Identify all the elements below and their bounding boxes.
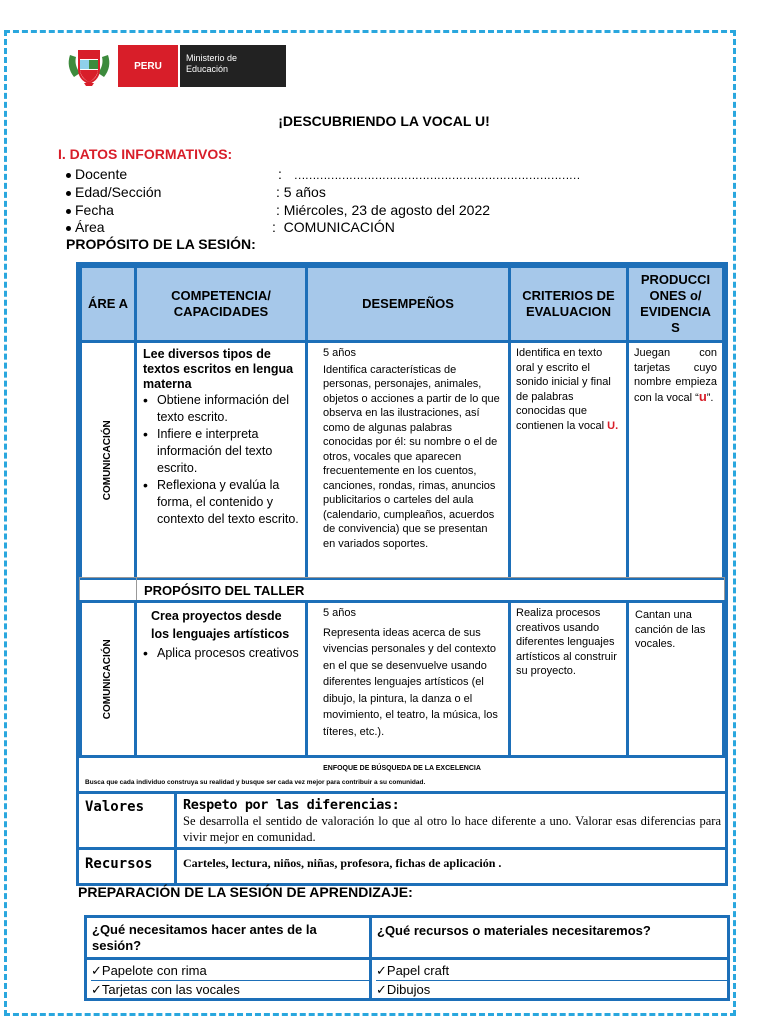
row1-criterio-text: Identifica en texto oral y escrito el sonido inicial y final de palabras conocidas que contienen la vocal U. — [516, 347, 619, 432]
header-criterios: CRITERIOS DE EVALUACION — [508, 265, 629, 343]
row2-edad: 5 años — [323, 607, 357, 619]
enfoque-text: Busca que cada individuo construya su realidad y busque ser cada vez mejor para contribuir a su comunidad. — [85, 779, 426, 786]
checkmark-icon: ✓ — [91, 963, 102, 978]
row1-edad: 5 años — [323, 347, 357, 359]
valores-content-cell — [177, 794, 725, 850]
coat-of-arms-icon — [60, 42, 118, 90]
ministerio-label: Ministerio de Educación — [178, 45, 286, 87]
row1-produccion-text: Juegan con tarjetas cuyo nombre empieza con la vocal “u”. — [634, 347, 717, 404]
row2-criterio-text: Realiza procesos creativos usando diferentes lenguajes artísticos al construir su proyecto. — [516, 607, 617, 677]
prep-col1-item: ✓Papelote con rima — [91, 963, 207, 978]
row2-area-cell — [79, 600, 137, 758]
row1-criterio-cell — [508, 340, 629, 580]
valores-label-cell — [79, 794, 177, 850]
row1-competencia-title: Lee diversos tipos de textos escritos en lengua materna — [143, 347, 294, 391]
datos-heading: I. DATOS INFORMATIVOS: — [58, 146, 233, 162]
prep-col2-item: ✓Dibujos — [376, 980, 727, 999]
header-producciones: PRODUCCI ONES o/ EVIDENCIA S — [626, 265, 725, 343]
bullet-icon — [66, 191, 71, 196]
row2-competencia-title: Crea proyectos desde los lenguajes artísticos — [151, 609, 290, 641]
header-competencia: COMPETENCIA/ CAPACIDADES — [134, 265, 308, 343]
taller-area-cell — [79, 577, 137, 601]
prep-col2-header: ¿Qué recursos o materiales necesitaremos? — [372, 918, 727, 960]
preparacion-table — [84, 915, 730, 1001]
recursos-content-cell — [177, 850, 725, 883]
proposito-taller-label: PROPÓSITO DEL TALLER — [144, 583, 305, 598]
header-area: ÁRE A — [79, 265, 137, 343]
row1-capacidad: • Infiere e interpreta información del texto escrito. — [143, 426, 273, 475]
prep-col1-header: ¿Qué necesitamos hacer antes de la sesión? — [87, 918, 372, 960]
valores-label: Valores — [85, 799, 145, 815]
row1-area-cell — [79, 340, 137, 580]
valores-text: Se desarrolla el sentido de valoración lo que al otro lo hace diferente a uno. Valorar esas diferencias para vivir mejor en comunidad. — [183, 814, 721, 844]
row2-criterio-cell — [508, 600, 629, 758]
prep-col2-item: ✓Papel craft — [376, 963, 450, 978]
row1-desempeno-text: Identifica características de personas, personajes, animales, objetos o acciones a partir de lo que observa en las ilustraciones, así como de algunas palabras conocidas por él: su nombre o el de otros, vocales que aparecen frecuentemente en los cuentos, canciones, rondas, rimas, anuncios publicitarios o carteles del aula (calendario, cumpleaños, acuerdos de convivencia) que se presentan en variados soportes. — [323, 363, 500, 550]
row1-capacidad: • Reflexiona y evalúa la forma, el contenido y contexto del texto escrito. — [143, 477, 299, 526]
header-desempenos: DESEMPEÑOS — [305, 265, 511, 343]
row2-desempeno-text: Representa ideas acerca de sus vivencias personales y del contexto en el que se desenvuelve usando diferentes lenguajes artísticos (el dibujo, la pintura, la danza o el movimiento, el teatro, la música, los títeres, etc.). — [323, 626, 498, 738]
prep-col1-items — [87, 960, 372, 998]
recursos-label-cell — [79, 850, 177, 883]
session-table — [76, 262, 728, 886]
bullet-icon — [66, 226, 71, 231]
recursos-label: Recursos — [85, 856, 153, 872]
valores-title: Respeto por las diferencias: — [183, 797, 400, 813]
row2-area-label: COMUNICACIÓN — [101, 639, 113, 719]
proposito-sesion-label: PROPÓSITO DE LA SESIÓN: — [66, 236, 256, 252]
checkmark-icon: ✓ — [376, 982, 387, 997]
row2-competencia-cell — [134, 600, 308, 758]
enfoque-cell — [79, 758, 725, 794]
row2-produccion-cell — [626, 600, 725, 758]
checkmark-icon: ✓ — [376, 963, 387, 978]
row1-produccion-cell — [626, 340, 725, 580]
row1-competencia-cell — [134, 340, 308, 580]
bullet-icon — [66, 173, 71, 178]
row2-desempeno-cell — [305, 600, 511, 758]
prep-col2-items — [372, 960, 727, 998]
prep-col1-item: ✓Tarjetas con las vocales — [91, 980, 369, 999]
row2-capacidad: • Aplica procesos creativos — [143, 645, 299, 661]
row1-area-label: COMUNICACIÓN — [101, 420, 113, 500]
ministry-logo — [60, 42, 300, 90]
checkmark-icon: ✓ — [91, 982, 102, 997]
row1-desempeno-cell — [305, 340, 511, 580]
bullet-icon — [66, 209, 71, 214]
row2-produccion-text: Cantan una canción de las vocales. — [635, 609, 706, 650]
preparacion-heading: PREPARACIÓN DE LA SESIÓN DE APRENDIZAJE: — [78, 884, 413, 900]
row1-capacidad: • Obtiene información del texto escrito. — [143, 392, 290, 424]
recursos-text: Carteles, lectura, niños, niñas, profesora, fichas de aplicación . — [183, 856, 502, 870]
peru-label: PERU — [118, 45, 178, 87]
enfoque-title: ENFOQUE DE BÚSQUEDA DE LA EXCELENCIA — [323, 765, 481, 772]
taller-label-cell — [136, 577, 725, 601]
page-title: ¡DESCUBRIENDO LA VOCAL U! — [278, 113, 490, 129]
